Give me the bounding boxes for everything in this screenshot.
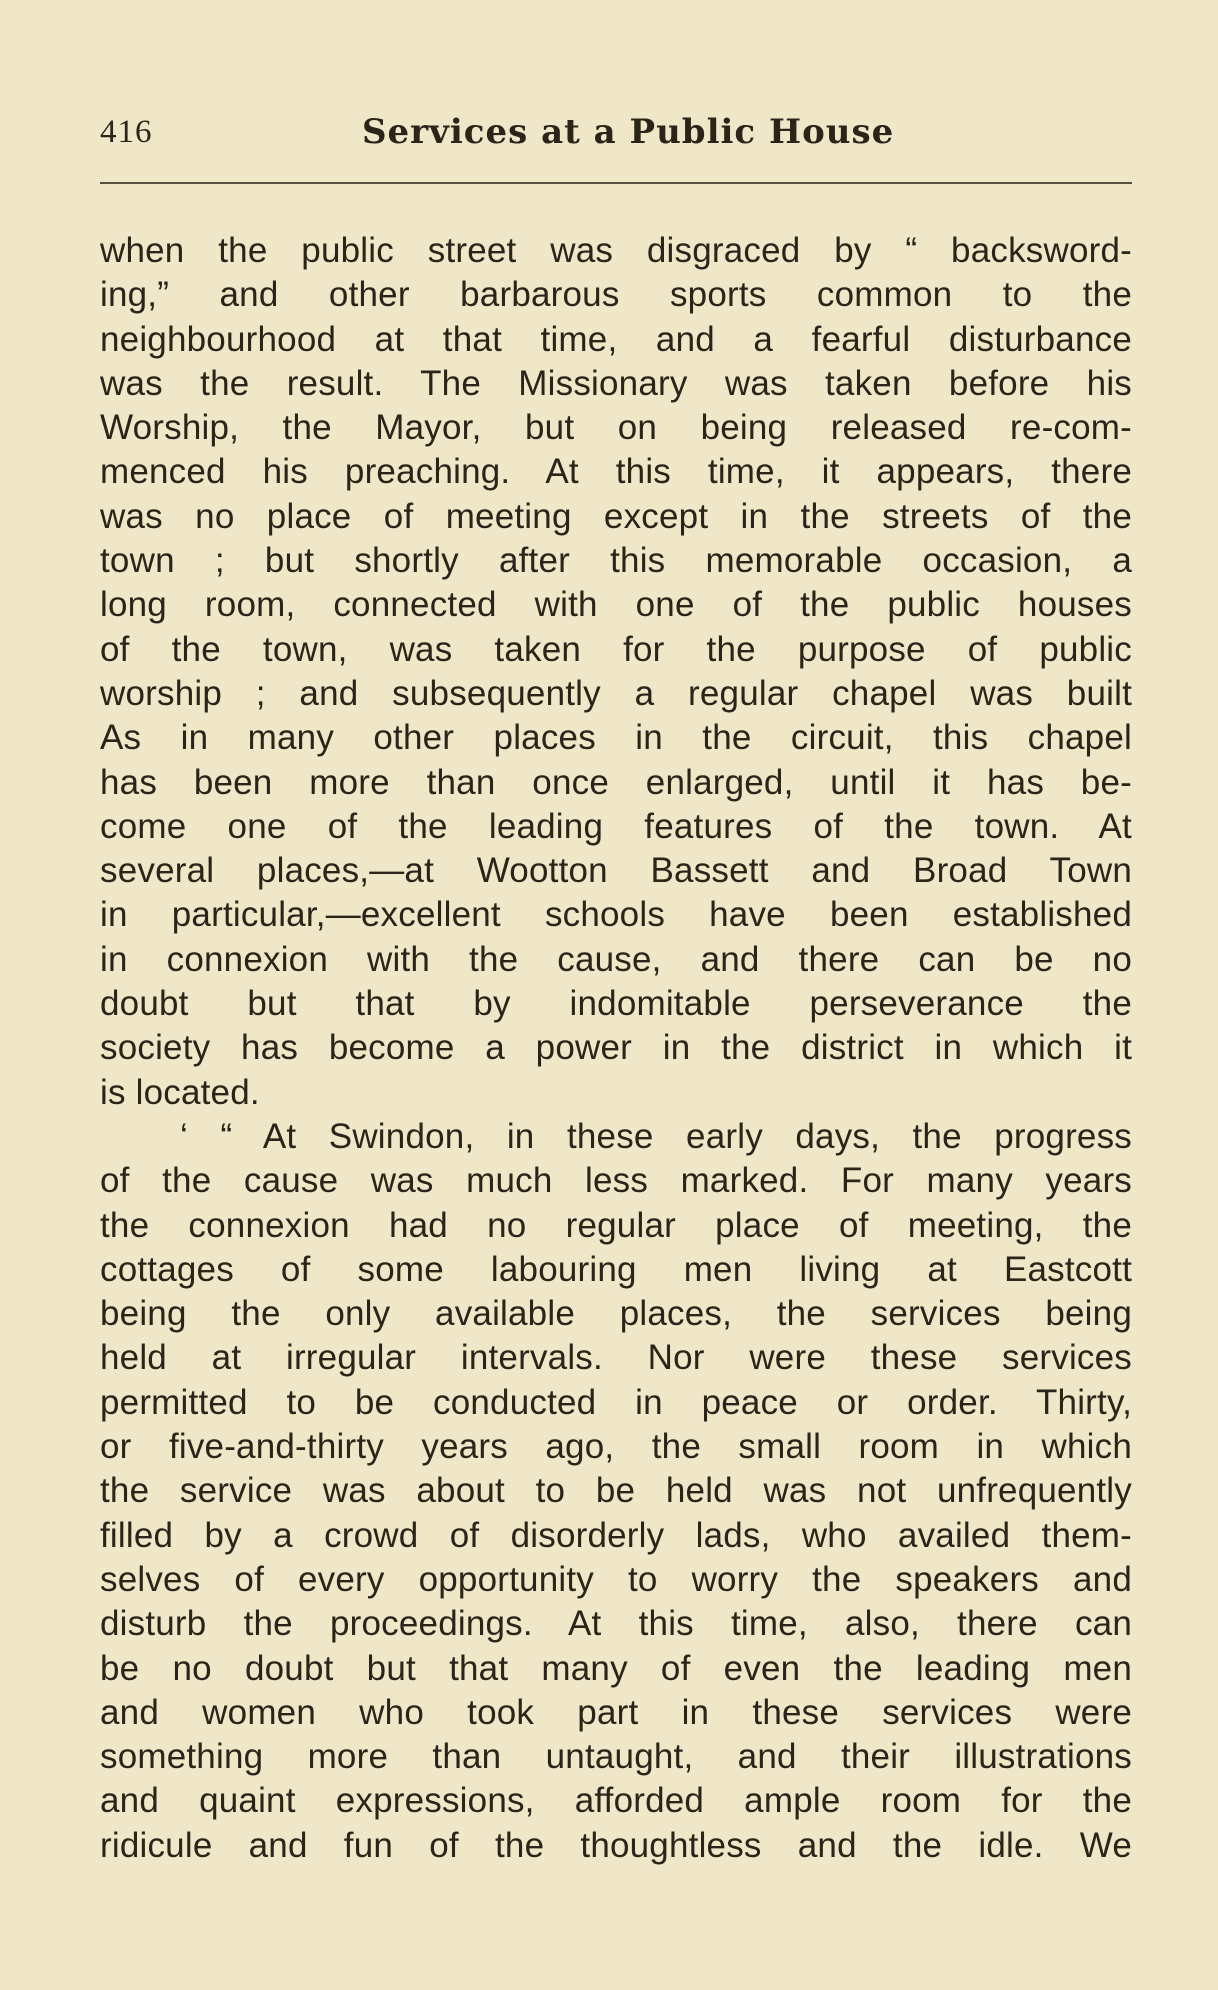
text-line: long room, connected with one of the public houses xyxy=(100,585,1132,625)
text-line: and quaint expressions, afforded ample room for the xyxy=(100,1781,1132,1821)
text-line: was the result. The Missionary was taken before his xyxy=(100,363,1132,403)
text-line: Worship, the Mayor, but on being released re-com- xyxy=(100,408,1132,448)
text-line: ‘ “ At Swindon, in these early days, the progress xyxy=(180,1116,1132,1156)
text-line: and women who took part in these services were xyxy=(100,1692,1132,1732)
text-line: being the only available places, the services being xyxy=(100,1294,1132,1334)
text-line: in particular,—excellent schools have been established xyxy=(100,895,1132,935)
text-line: doubt but that by indomitable perseverance the xyxy=(100,984,1132,1024)
running-title: Services at a Public House xyxy=(362,112,895,152)
text-line: or five-and-thirty years ago, the small room in which xyxy=(100,1427,1132,1467)
text-line: the connexion had no regular place of meeting, the xyxy=(100,1205,1132,1245)
text-line: disturb the proceedings. At this time, also, there can xyxy=(100,1604,1132,1644)
text-line: As in many other places in the circuit, this chapel xyxy=(100,718,1132,758)
text-line: menced his preaching. At this time, it appears, there xyxy=(100,452,1132,492)
text-line: something more than untaught, and their illustrations xyxy=(100,1737,1132,1777)
text-line: ing,” and other barbarous sports common to the xyxy=(100,275,1132,315)
body-text xyxy=(100,229,1132,1868)
text-line: filled by a crowd of disorderly lads, who availed them- xyxy=(100,1515,1132,1555)
text-line: selves of every opportunity to worry the speakers and xyxy=(100,1559,1132,1599)
text-line: the service was about to be held was not unfrequently xyxy=(100,1471,1132,1511)
text-line: be no doubt but that many of even the leading men xyxy=(100,1648,1132,1688)
text-line: permitted to be conducted in peace or order. Thirty, xyxy=(100,1382,1132,1422)
text-line: was no place of meeting except in the streets of the xyxy=(100,496,1132,536)
text-line: ridicule and fun of the thoughtless and the idle. We xyxy=(100,1825,1132,1865)
text-line: of the town, was taken for the purpose of public xyxy=(100,629,1132,669)
text-line: when the public street was disgraced by “ backsword- xyxy=(100,231,1132,270)
text-line: neighbourhood at that time, and a fearful disturbance xyxy=(100,319,1132,359)
text-line: held at irregular intervals. Nor were these services xyxy=(100,1338,1132,1378)
text-line: in connexion with the cause, and there can be no xyxy=(100,939,1132,979)
text-line: come one of the leading features of the town. At xyxy=(100,806,1132,846)
text-line: has been more than once enlarged, until it has be- xyxy=(100,762,1132,802)
text-line: is located. xyxy=(100,1072,260,1112)
running-head xyxy=(100,108,1132,158)
text-line: cottages of some labouring men living at Eastcott xyxy=(100,1249,1132,1289)
text-line: worship ; and subsequently a regular chapel was built xyxy=(100,673,1132,713)
page-number: 416 xyxy=(100,114,153,150)
text-line: society has become a power in the district in which it xyxy=(100,1028,1132,1068)
text-line: town ; but shortly after this memorable occasion, a xyxy=(100,541,1132,581)
header-rule xyxy=(100,182,1132,184)
text-line: several places,—at Wootton Bassett and Broad Town xyxy=(100,851,1132,891)
text-line: of the cause was much less marked. For many years xyxy=(100,1161,1132,1201)
